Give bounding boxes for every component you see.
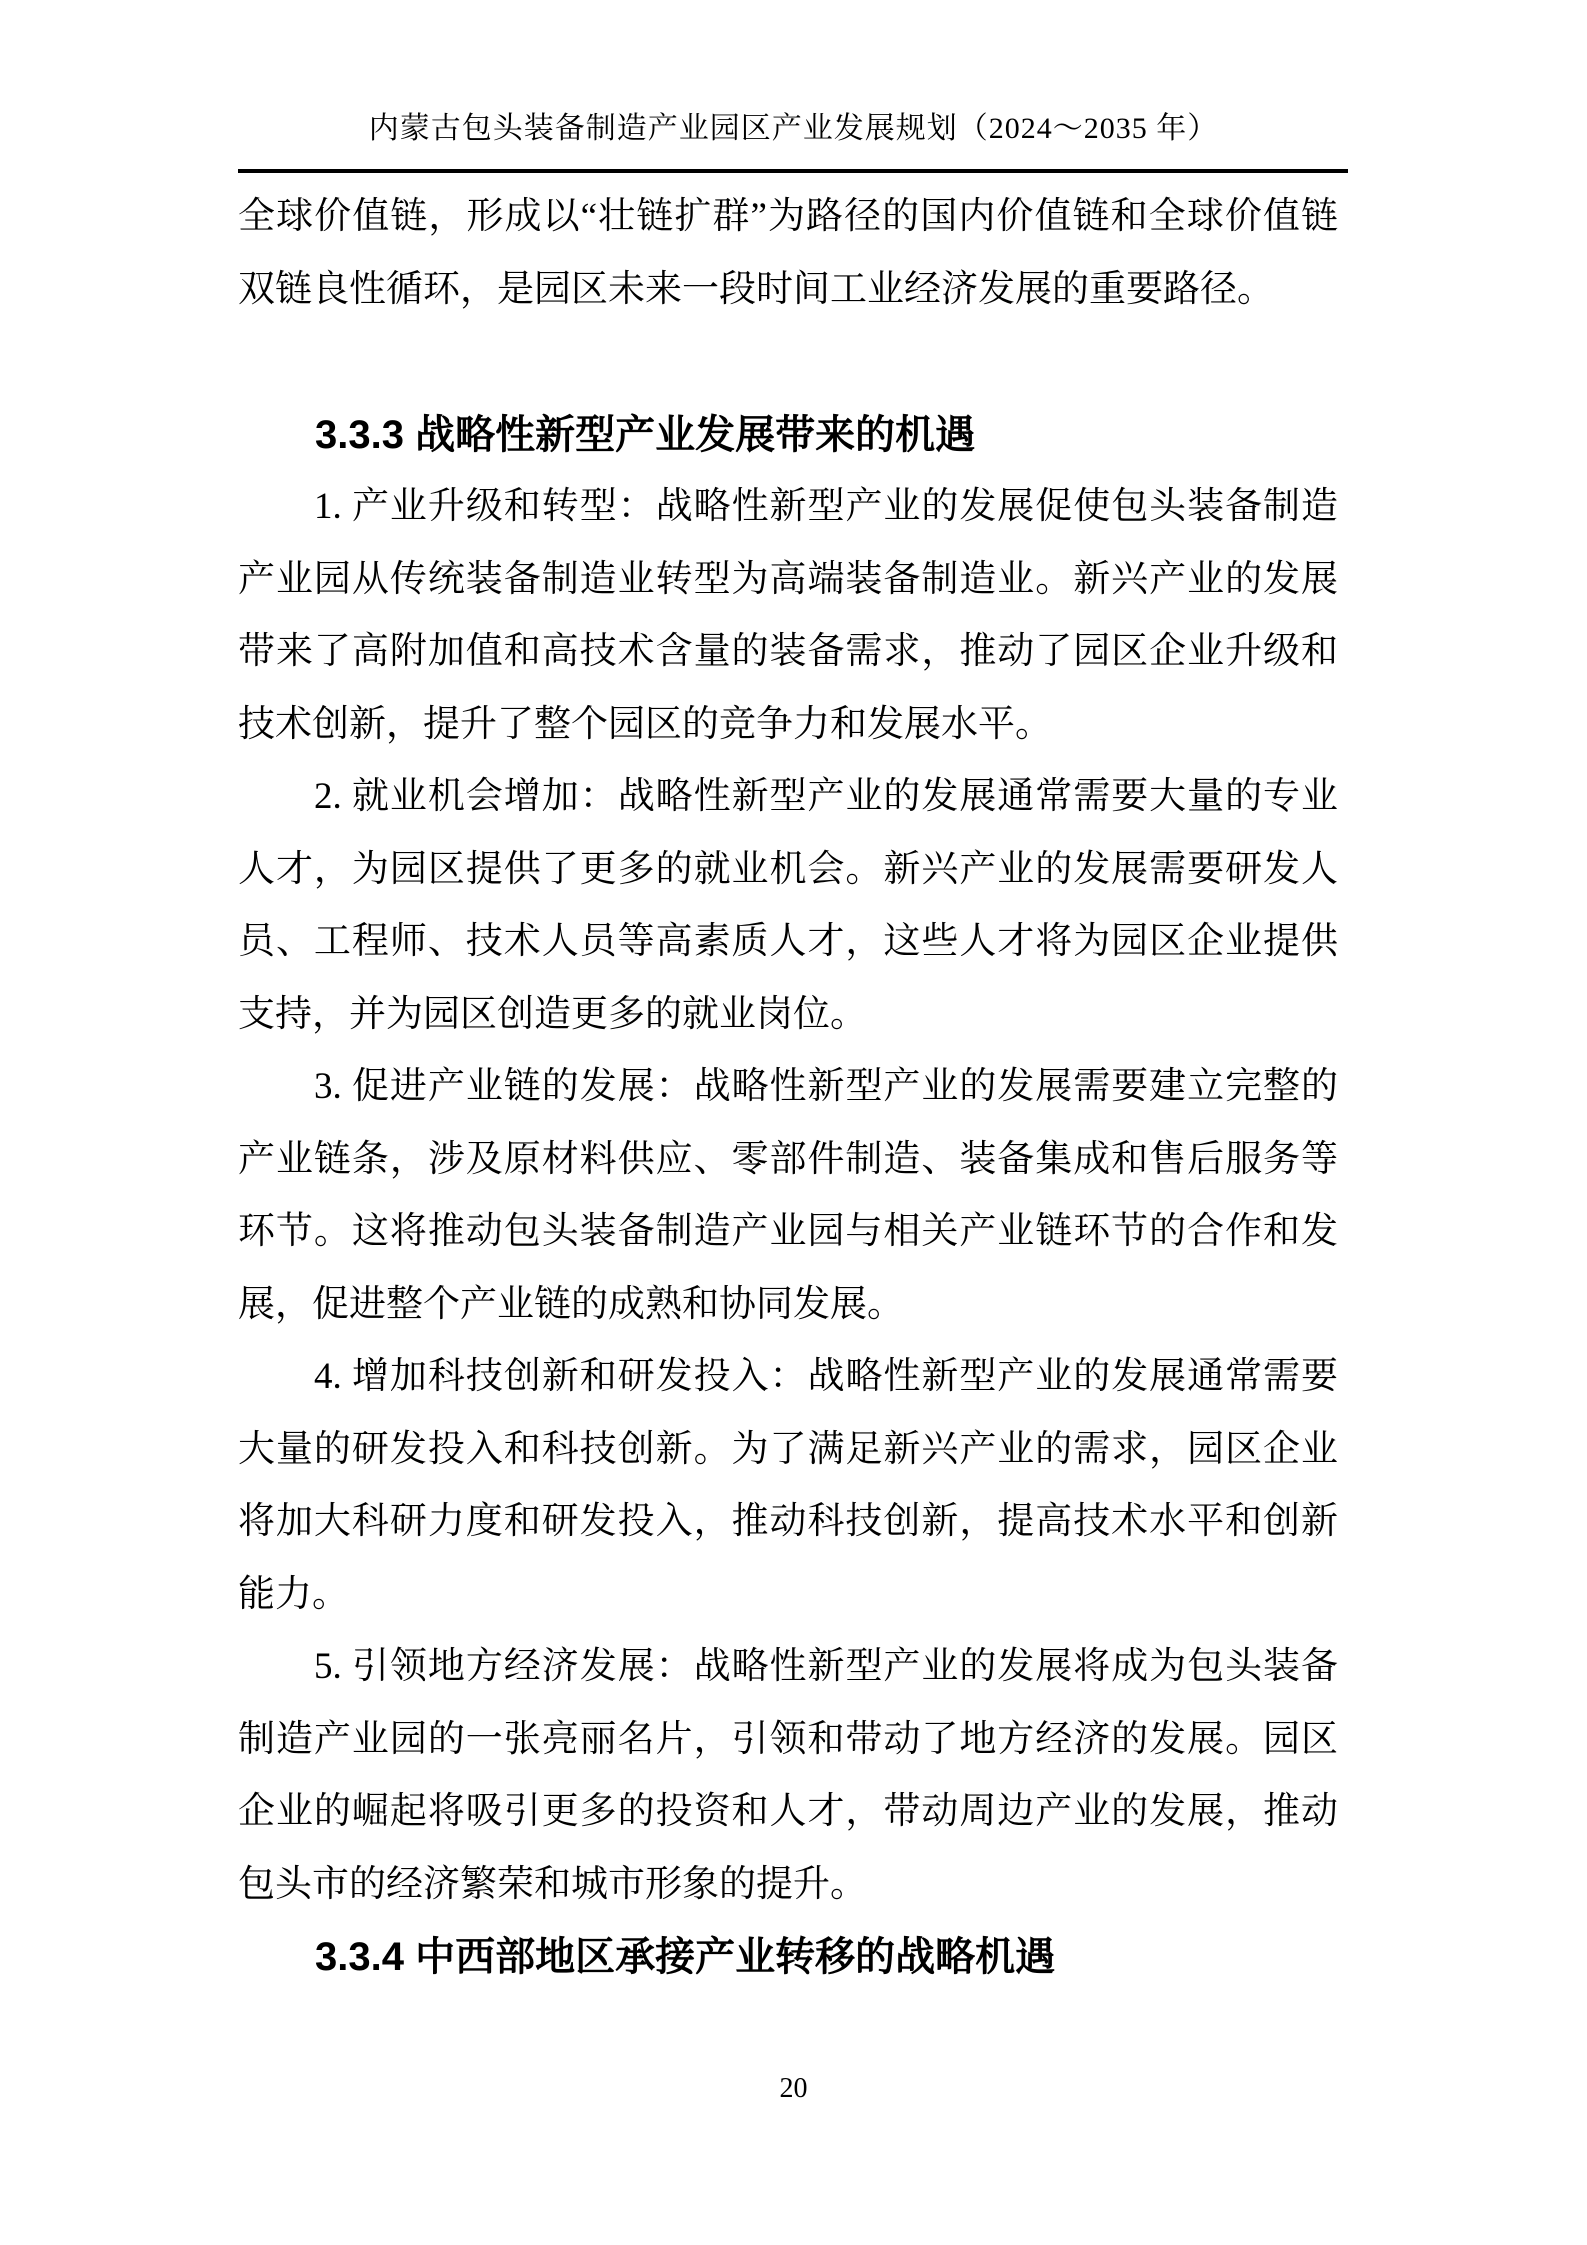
text-line: 4. 增加科技创新和研发投入：战略性新型产业的发展通常需要 — [314, 1356, 1338, 1397]
paragraph-industry-chain — [238, 1051, 1338, 1341]
text-line: 能力。 — [238, 1573, 349, 1615]
text-line: 展，促进整个产业链的成熟和协同发展。 — [238, 1283, 904, 1325]
text-line: 制造产业园的一张亮丽名片，引领和带动了地方经济的发展。园区 — [238, 1718, 1338, 1760]
text-line: 2. 就业机会增加：战略性新型产业的发展通常需要大量的专业 — [314, 776, 1338, 817]
paragraph-local-economy — [238, 1631, 1338, 1921]
text-line: 技术创新，提升了整个园区的竞争力和发展水平。 — [238, 703, 1052, 745]
text-line: 企业的崛起将吸引更多的投资和人才，带动周边产业的发展，推动 — [238, 1791, 1338, 1832]
text-line: 带来了高附加值和高技术含量的装备需求，推动了园区企业升级和 — [238, 631, 1338, 672]
text-line: 产业园从传统装备制造业转型为高端装备制造业。新兴产业的发展 — [238, 558, 1338, 600]
paragraph-rnd-investment — [238, 1341, 1338, 1631]
text-line: 支持，并为园区创造更多的就业岗位。 — [238, 993, 867, 1035]
text-line: 产业链条，涉及原材料供应、零部件制造、装备集成和售后服务等 — [238, 1138, 1338, 1180]
text-line: 5. 引领地方经济发展：战略性新型产业的发展将成为包头装备 — [314, 1646, 1338, 1687]
text-line: 人才，为园区提供了更多的就业机会。新兴产业的发展需要研发人 — [238, 848, 1338, 890]
page-number: 20 — [779, 2073, 808, 2104]
paragraph-industry-upgrade — [238, 471, 1338, 761]
page-header-title: 内蒙古包头装备制造产业园区产业发展规划（2024～2035 年） — [368, 112, 1219, 145]
text-line: 1. 产业升级和转型：战略性新型产业的发展促使包头装备制造 — [314, 486, 1338, 527]
text-line: 大量的研发投入和科技创新。为了满足新兴产业的需求，园区企业 — [238, 1428, 1338, 1470]
text-line: 环节。这将推动包头装备制造产业园与相关产业链环节的合作和发 — [238, 1211, 1338, 1252]
page-footer — [0, 2072, 1587, 2106]
section-heading-3-3-4: 3.3.4 中西部地区承接产业转移的战略机遇 — [315, 1935, 1056, 1979]
document-body — [238, 181, 1338, 1994]
text-line: 将加大科研力度和研发投入，推动科技创新，提高技术水平和创新 — [238, 1501, 1338, 1542]
header-rule — [238, 169, 1348, 173]
text-line: 双链良性循环，是园区未来一段时间工业经济发展的重要路径。 — [238, 268, 1274, 310]
text-line: 全球价值链，形成以“壮链扩群”为路径的国内价值链和全球价值链 — [238, 196, 1338, 237]
section-heading-3-3-3: 3.3.3 战略性新型产业发展带来的机遇 — [315, 412, 976, 457]
text-line: 3. 促进产业链的发展：战略性新型产业的发展需要建立完整的 — [314, 1066, 1338, 1107]
text-line: 员、工程师、技术人员等高素质人才，这些人才将为园区企业提供 — [238, 921, 1338, 962]
text-line: 包头市的经济繁荣和城市形象的提升。 — [238, 1863, 867, 1905]
paragraph-intro — [238, 181, 1338, 326]
paragraph-employment — [238, 761, 1338, 1051]
